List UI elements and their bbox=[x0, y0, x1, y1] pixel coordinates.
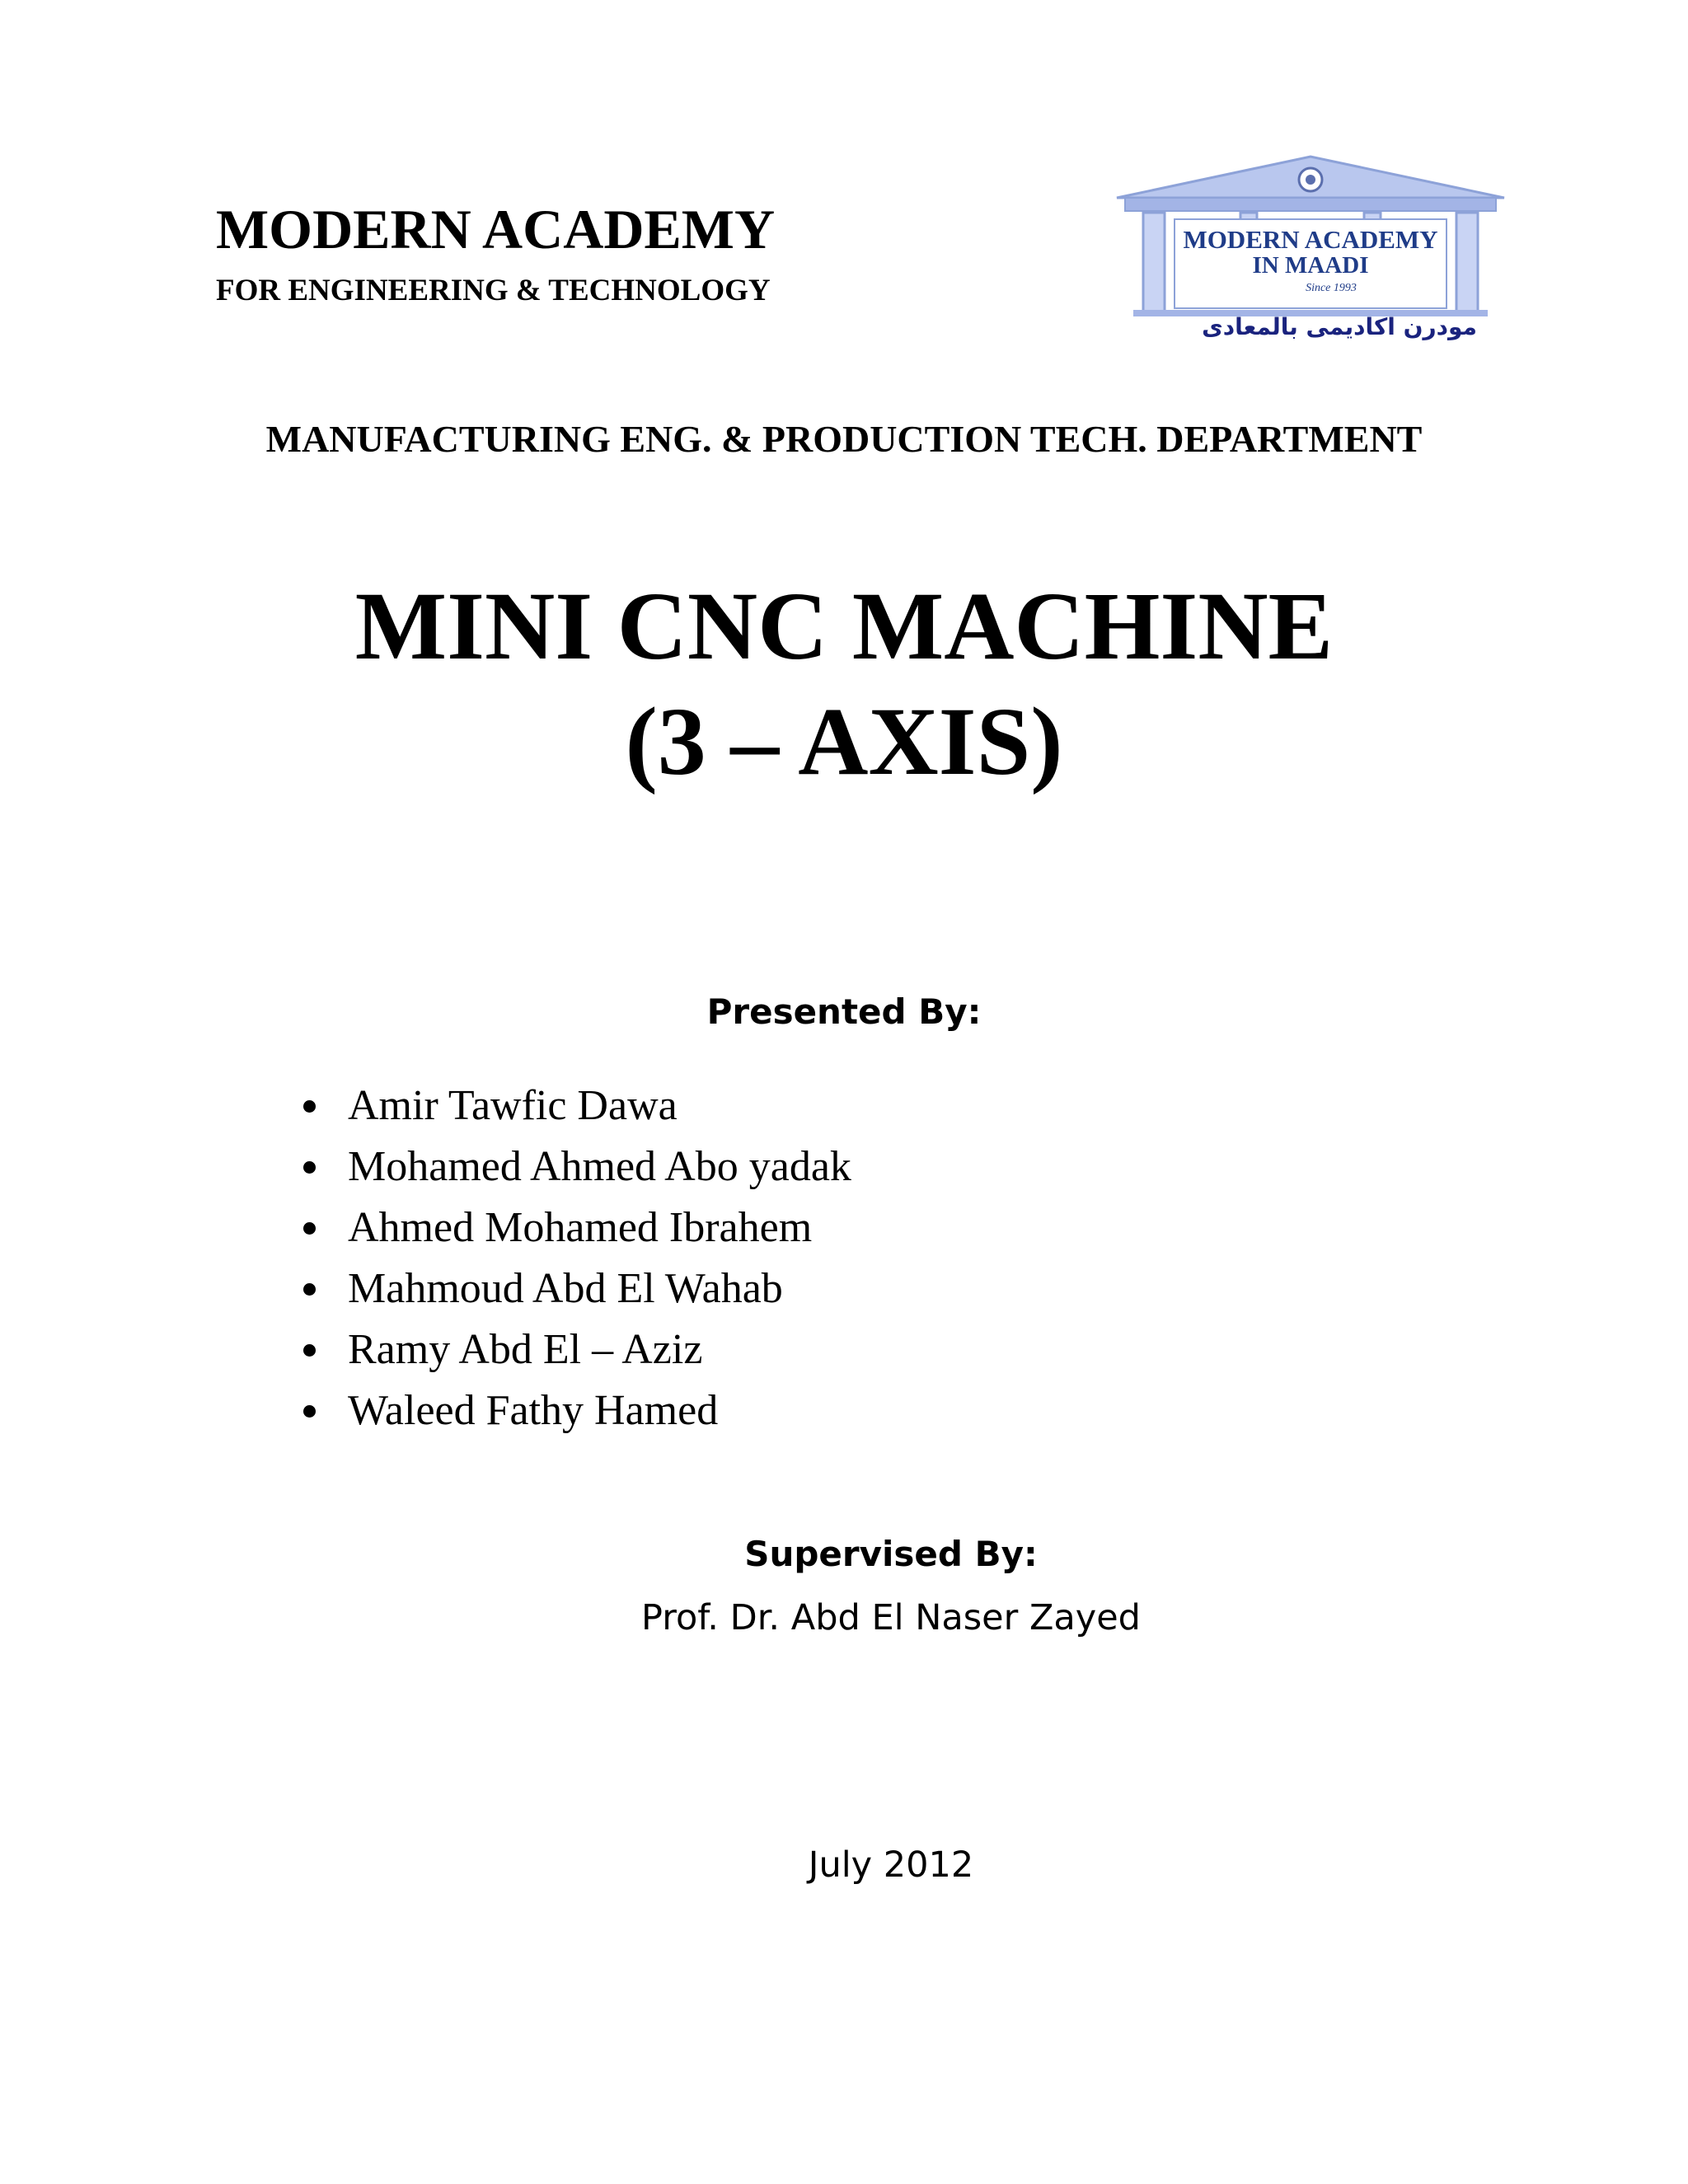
document-title bbox=[0, 569, 1688, 799]
member-name: Amir Tawfic Dawa bbox=[348, 1082, 678, 1129]
list-item bbox=[297, 1319, 851, 1380]
academy-logo bbox=[1109, 155, 1512, 340]
member-name: Mahmoud Abd El Wahab bbox=[348, 1265, 783, 1312]
bullet-icon bbox=[303, 1405, 316, 1418]
department-name: MANUFACTURING ENG. & PRODUCTION TECH. DEPARTMENT bbox=[265, 418, 1423, 460]
title-line-2: (3 – AXIS) bbox=[625, 687, 1063, 795]
bullet-icon bbox=[303, 1222, 316, 1235]
list-item bbox=[297, 1137, 851, 1197]
logo-arabic-text: مودرن اكاديمى بالمعادى bbox=[1202, 313, 1477, 340]
bullet-icon bbox=[303, 1100, 316, 1113]
logo-since: Since 1993 bbox=[1306, 282, 1357, 294]
presented-by-heading: Presented By: bbox=[706, 991, 982, 1032]
title-line-1: MINI CNC MACHINE bbox=[354, 572, 1334, 680]
bullet-icon bbox=[303, 1344, 316, 1357]
list-item bbox=[297, 1380, 851, 1441]
member-name: Ramy Abd El – Aziz bbox=[348, 1326, 703, 1373]
supervisor-name: Prof. Dr. Abd El Naser Zayed bbox=[641, 1597, 1141, 1638]
list-item bbox=[297, 1258, 851, 1319]
academy-subtitle: FOR ENGINEERING & TECHNOLOGY bbox=[216, 274, 771, 307]
list-item bbox=[297, 1076, 851, 1137]
document-date: July 2012 bbox=[808, 1844, 974, 1886]
bullet-icon bbox=[303, 1283, 316, 1296]
logo-text-line1: MODERN ACADEMY bbox=[1183, 225, 1438, 254]
members-list bbox=[297, 1076, 851, 1441]
member-name: Mohamed Ahmed Abo yadak bbox=[348, 1143, 851, 1190]
logo-text-line2: IN MAADI bbox=[1252, 252, 1369, 279]
academy-name: MODERN ACADEMY bbox=[216, 198, 776, 260]
list-item bbox=[297, 1197, 851, 1258]
supervised-by-heading: Supervised By: bbox=[744, 1534, 1038, 1574]
member-name: Waleed Fathy Hamed bbox=[348, 1387, 719, 1434]
member-name: Ahmed Mohamed Ibrahem bbox=[348, 1204, 813, 1251]
bullet-icon bbox=[303, 1161, 316, 1174]
